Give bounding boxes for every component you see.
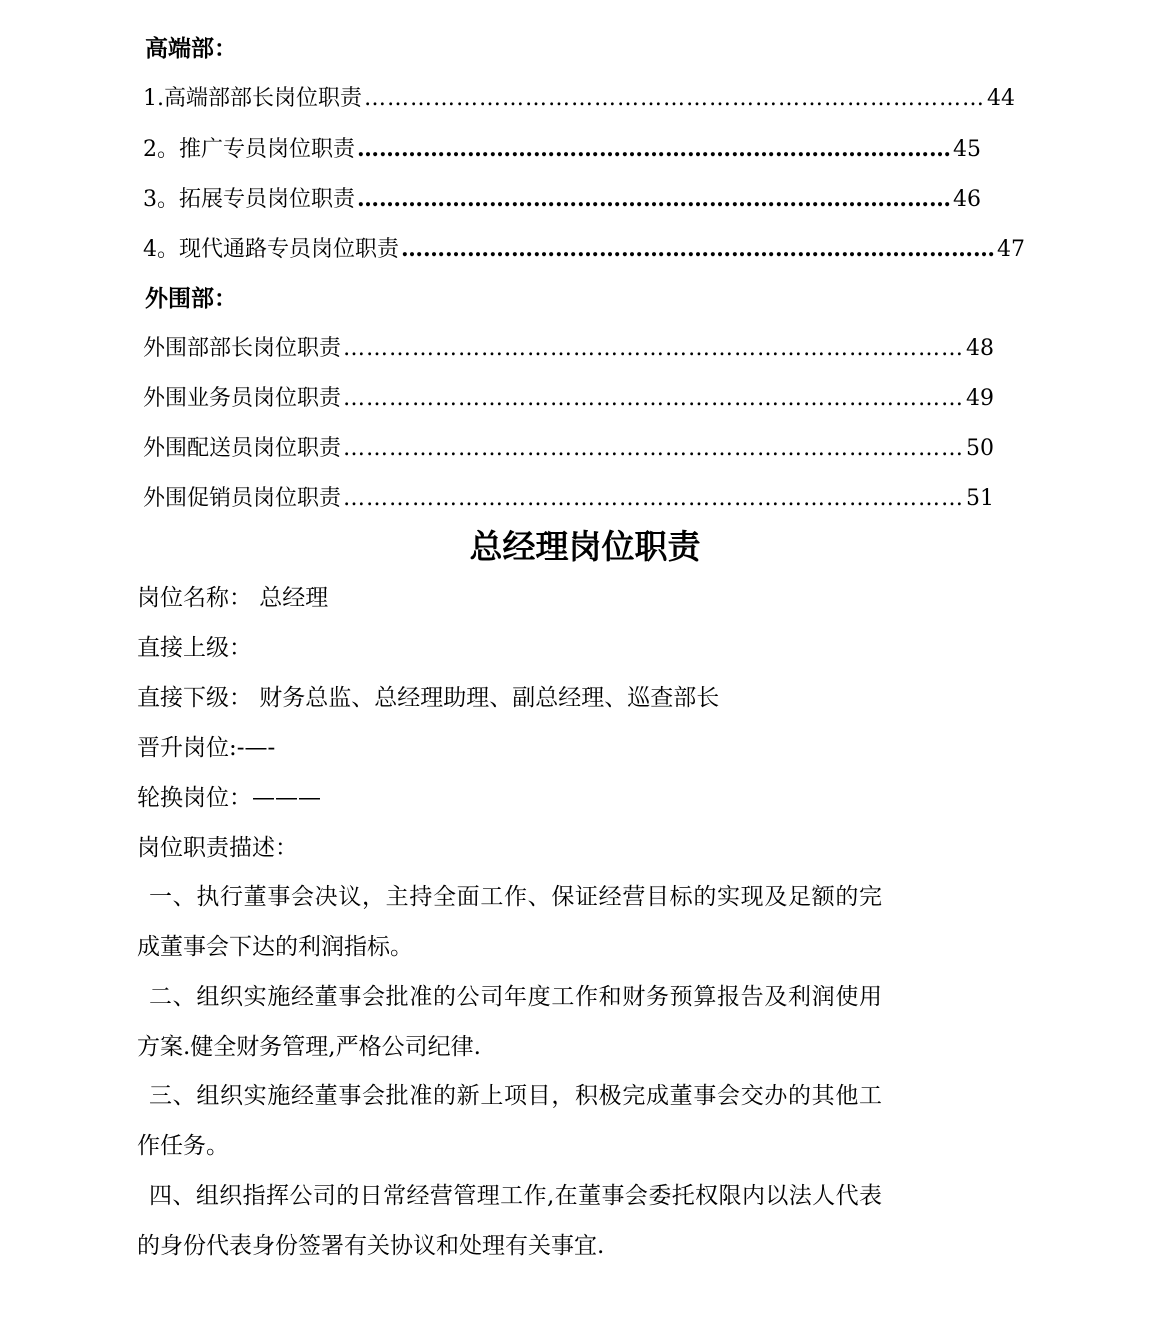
field-position-name: 岗位名称： 总经理 — [137, 585, 329, 611]
field-promotion-position: 晋升岗位:-—- — [137, 735, 276, 761]
toc-page-number: 49 — [966, 386, 995, 411]
toc-entry-title: 外围促销员岗位职责 — [143, 486, 342, 511]
toc-dot-leader: ……………………………………………………………………… — [343, 486, 965, 511]
toc-dot-leader: ……………………………………………………………………… — [343, 386, 965, 411]
toc-page-number: 44 — [987, 86, 1015, 111]
toc-entry-title: 1.高端部部长岗位职责 — [143, 86, 362, 111]
duty-paragraph: 三、组织实施经董事会批准的新上项目，积极完成董事会交办的其他工作任务。 — [137, 1083, 882, 1159]
field-rotation-position: 轮换岗位：——— — [137, 785, 321, 811]
toc-entry[interactable] — [143, 234, 1025, 265]
toc-page-number: 51 — [966, 486, 995, 511]
toc-entry[interactable] — [143, 334, 995, 364]
toc-section-heading: 高端部： — [145, 36, 237, 62]
toc-page-number: 45 — [953, 137, 981, 162]
field-duties-heading: 岗位职责描述： — [137, 835, 298, 861]
toc-entry[interactable] — [143, 434, 995, 464]
toc-entry[interactable] — [143, 384, 995, 414]
toc-entry-title: 3。拓展专员岗位职责 — [143, 187, 355, 212]
toc-entry[interactable] — [143, 184, 981, 215]
toc-entry[interactable] — [143, 84, 1015, 114]
toc-dot-leader: ……………………………………………………………………… — [357, 186, 951, 212]
field-direct-superior: 直接上级： — [137, 635, 252, 661]
toc-page-number: 50 — [966, 436, 995, 461]
toc-page-number: 47 — [997, 237, 1025, 262]
toc-section-heading: 外围部： — [145, 286, 237, 312]
duty-paragraph: 四、组织指挥公司的日常经营管理工作,在董事会委托权限内以法人代表的身份代表身份签署有关协议和处理有关事宜. — [137, 1183, 882, 1259]
document-title: 总经理岗位职责 — [469, 527, 701, 566]
toc-entry-title: 4。现代通路专员岗位职责 — [143, 237, 399, 262]
toc-dot-leader: ……………………………………………………………………… — [401, 236, 995, 262]
duty-paragraph: 二、组织实施经董事会批准的公司年度工作和财务预算报告及利润使用方案.健全财务管理,严格公司纪律. — [137, 984, 882, 1060]
toc-entry-title: 外围部部长岗位职责 — [143, 336, 342, 361]
toc-entry-title: 2。推广专员岗位职责 — [143, 137, 355, 162]
toc-entry[interactable] — [143, 484, 995, 514]
toc-dot-leader: ……………………………………………………………………… — [343, 336, 965, 361]
toc-dot-leader: ……………………………………………………………………… — [357, 136, 951, 162]
toc-page-number: 46 — [953, 187, 981, 212]
toc-entry[interactable] — [143, 134, 981, 165]
toc-dot-leader: ……………………………………………………………………… — [364, 86, 985, 111]
toc-page-number: 48 — [966, 336, 995, 361]
duty-paragraph: 一、执行董事会决议，主持全面工作、保证经营目标的实现及足额的完成董事会下达的利润指标。 — [137, 884, 882, 960]
toc-entry-title: 外围业务员岗位职责 — [143, 386, 342, 411]
toc-dot-leader: ……………………………………………………………………… — [343, 436, 965, 461]
field-direct-subordinates: 直接下级： 财务总监、总经理助理、副总经理、巡查部长 — [137, 685, 720, 711]
toc-entry-title: 外围配送员岗位职责 — [143, 436, 342, 461]
